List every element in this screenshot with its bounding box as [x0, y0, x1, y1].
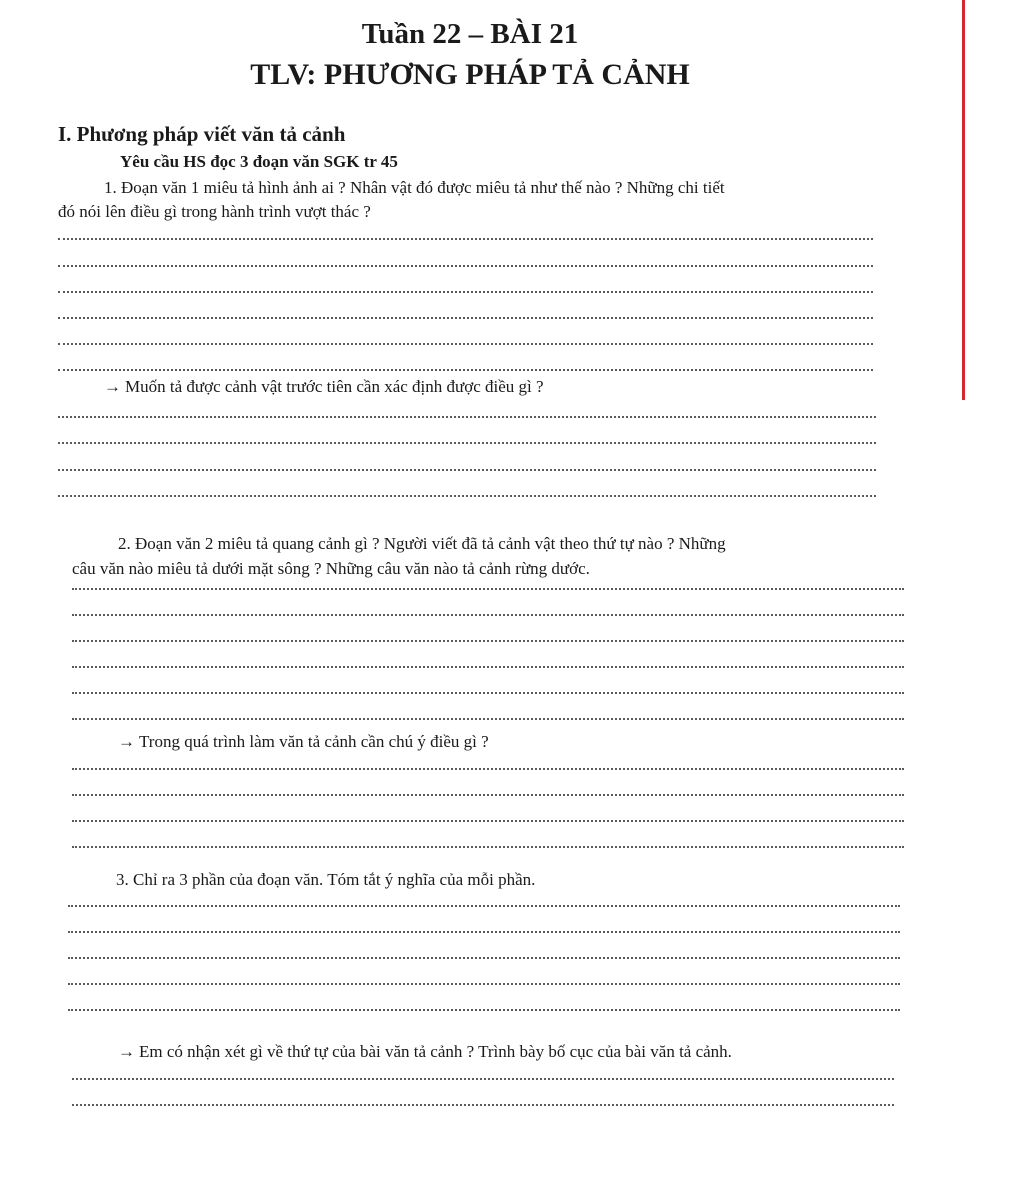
answer-line[interactable]: [72, 692, 904, 694]
answer-line[interactable]: [58, 369, 873, 371]
answer-line[interactable]: [58, 265, 873, 267]
section-heading: I. Phương pháp viết văn tả cảnh: [58, 122, 346, 146]
answer-line[interactable]: [72, 1078, 894, 1080]
answer-line[interactable]: [72, 768, 904, 770]
answer-line[interactable]: [68, 905, 900, 907]
q2-arrow-text: Trong quá trình làm văn tả cảnh cần chú ý điều gì ?: [139, 732, 489, 751]
week-title: Tuần 22 – BÀI 21: [361, 18, 579, 50]
lesson-title: TLV: PHƯƠNG PHÁP TẢ CẢNH: [250, 58, 690, 91]
answer-line[interactable]: [58, 238, 873, 240]
answer-line[interactable]: [58, 469, 876, 471]
answer-line[interactable]: [68, 1009, 900, 1011]
margin-line: [962, 0, 965, 400]
answer-line[interactable]: [58, 317, 873, 319]
answer-line[interactable]: [72, 588, 904, 590]
instruction-text: Yêu cầu HS đọc 3 đoạn văn SGK tr 45: [120, 152, 398, 171]
q1-arrow-text: Muốn tả được cảnh vật trước tiên cần xác định được điều gì ?: [125, 377, 544, 396]
answer-line[interactable]: [68, 983, 900, 985]
answer-line[interactable]: [72, 666, 904, 668]
answer-line[interactable]: [68, 931, 900, 933]
q1-arrow-prompt: [104, 377, 544, 397]
arrow-icon: →: [118, 1042, 135, 1061]
answer-line[interactable]: [72, 640, 904, 642]
arrow-icon: →: [118, 732, 135, 751]
answer-line[interactable]: [58, 495, 876, 497]
answer-line[interactable]: [68, 957, 900, 959]
answer-line[interactable]: [72, 846, 904, 848]
q1-line-1: 1. Đoạn văn 1 miêu tả hình ảnh ai ? Nhân vật đó được miêu tả như thế nào ? Những chi tiết: [104, 178, 725, 197]
q3-arrow-text: Em có nhận xét gì về thứ tự của bài văn tả cảnh ? Trình bày bố cục của bài văn tả cảnh.: [139, 1042, 732, 1061]
answer-line[interactable]: [58, 416, 876, 418]
answer-line[interactable]: [72, 718, 904, 720]
answer-line[interactable]: [58, 442, 876, 444]
q2-arrow-prompt: [118, 732, 489, 752]
q3-line-1: 3. Chỉ ra 3 phần của đoạn văn. Tóm tắt ý nghĩa của mỗi phần.: [116, 870, 536, 889]
answer-line[interactable]: [72, 614, 904, 616]
q2-line-1: 2. Đoạn văn 2 miêu tả quang cảnh gì ? Người viết đã tả cảnh vật theo thứ tự nào ? Những: [118, 534, 726, 553]
answer-line[interactable]: [72, 1104, 894, 1106]
q2-line-2: câu văn nào miêu tả dưới mặt sông ? Những câu văn nào tả cảnh rừng dước.: [72, 559, 590, 578]
answer-line[interactable]: [72, 820, 904, 822]
arrow-icon: →: [104, 377, 121, 396]
q3-arrow-prompt: [118, 1042, 732, 1062]
q1-line-2: đó nói lên điều gì trong hành trình vượt thác ?: [58, 202, 371, 221]
answer-line[interactable]: [72, 794, 904, 796]
answer-line[interactable]: [58, 343, 873, 345]
answer-line[interactable]: [58, 291, 873, 293]
